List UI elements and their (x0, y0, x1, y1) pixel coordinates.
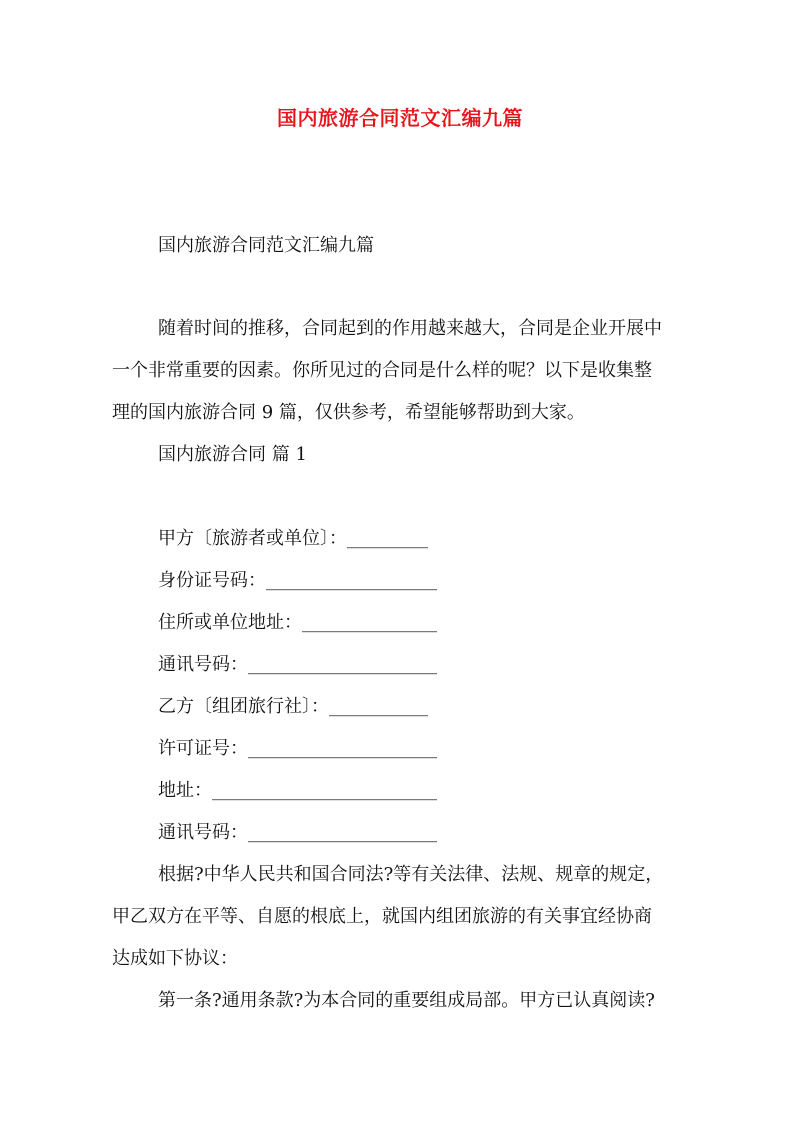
intro-line-2: 一个非常重要的因素。你所见过的合同是什么样的呢？以下是收集整 (112, 360, 652, 381)
document-title: 国内旅游合同范文汇编九篇 (277, 106, 523, 130)
body-line-1: 根据?中华人民共和国合同法?等有关法律、法规、规章的规定， (158, 864, 664, 885)
subtitle: 国内旅游合同范文汇编九篇 (158, 235, 374, 256)
body-line-2: 甲乙双方在平等、自愿的根底上，就国内组团旅游的有关事宜经协商 (112, 906, 652, 927)
field-address-a: 住所或单位地址：_______________ (158, 612, 437, 633)
field-phone-a: 通讯号码：_____________________ (158, 654, 437, 675)
field-address-b: 地址：_________________________ (158, 780, 437, 801)
field-license-number: 许可证号：_____________________ (158, 738, 437, 759)
intro-line-3: 理的国内旅游合同 9 篇，仅供参考，希望能够帮助到大家。 (112, 402, 585, 423)
body-line-3: 达成如下协议： (112, 948, 238, 969)
field-id-number: 身份证号码：___________________ (158, 570, 437, 591)
intro-line-1: 随着时间的推移，合同起到的作用越来越大，合同是企业开展中 (158, 318, 662, 339)
field-party-b: 乙方〔组团旅行社〕：___________ (158, 696, 428, 717)
field-phone-b: 通讯号码：_____________________ (158, 822, 437, 843)
section-heading: 国内旅游合同 篇 1 (158, 444, 307, 465)
field-party-a: 甲方〔旅游者或单位〕：_________ (158, 528, 428, 549)
article-1-line: 第一条?通用条款?为本合同的重要组成局部。甲方已认真阅读? (158, 990, 655, 1011)
